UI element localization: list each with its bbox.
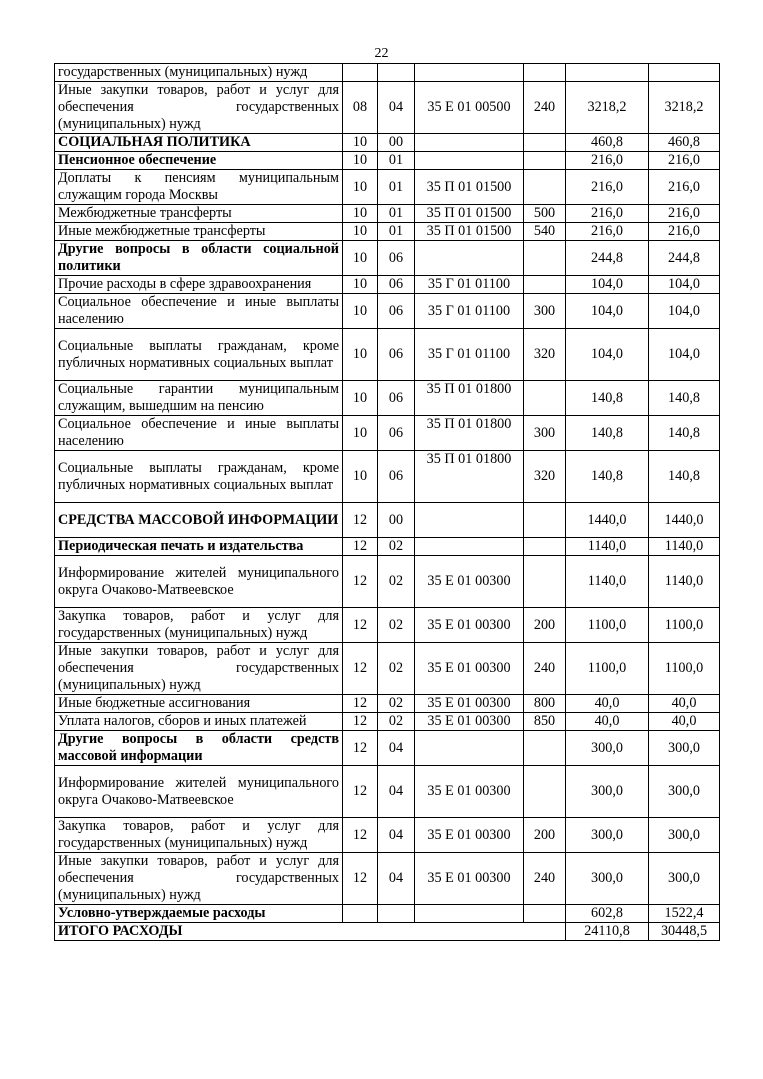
expense-type-code: 320 <box>524 329 566 381</box>
amount-year-2: 40,0 <box>649 695 720 713</box>
row-name: Условно-утверждаемые расходы <box>55 905 343 923</box>
amount-year-2: 104,0 <box>649 294 720 329</box>
subsection-code: 02 <box>378 713 415 731</box>
subsection-code: 01 <box>378 152 415 170</box>
section-code: 12 <box>343 643 378 695</box>
table-row <box>55 205 720 223</box>
expense-type-code: 500 <box>524 205 566 223</box>
expense-type-code: 300 <box>524 416 566 451</box>
amount-year-1: 216,0 <box>566 152 649 170</box>
row-name: Информирование жителей муниципального округа Очаково-Матвеевское <box>55 556 343 608</box>
expense-type-code: 800 <box>524 695 566 713</box>
amount-year-2: 140,8 <box>649 381 720 416</box>
subsection-code: 02 <box>378 643 415 695</box>
row-name: Уплата налогов, сборов и иных платежей <box>55 713 343 731</box>
table-row <box>55 818 720 853</box>
table-row <box>55 416 720 451</box>
amount-year-2: 1440,0 <box>649 503 720 538</box>
expense-type-code: 200 <box>524 818 566 853</box>
row-name: Социальное обеспечение и иные выплаты населению <box>55 294 343 329</box>
amount-year-1: 140,8 <box>566 381 649 416</box>
table-row <box>55 643 720 695</box>
expense-type-code <box>524 241 566 276</box>
subsection-code: 06 <box>378 294 415 329</box>
amount-year-2: 216,0 <box>649 152 720 170</box>
amount-year-1 <box>566 64 649 82</box>
table-row <box>55 223 720 241</box>
amount-year-2: 1100,0 <box>649 608 720 643</box>
amount-year-2: 216,0 <box>649 205 720 223</box>
amount-year-2 <box>649 64 720 82</box>
subsection-code: 02 <box>378 556 415 608</box>
target-article-code: 35 Г 01 01100 <box>415 276 524 294</box>
section-code: 10 <box>343 381 378 416</box>
target-article-code <box>415 134 524 152</box>
row-name: Иные межбюджетные трансферты <box>55 223 343 241</box>
row-name: Закупка товаров, работ и услуг для государственных (муниципальных) нужд <box>55 608 343 643</box>
subsection-code: 01 <box>378 205 415 223</box>
amount-year-2: 300,0 <box>649 766 720 818</box>
subsection-code: 01 <box>378 170 415 205</box>
expense-type-code: 240 <box>524 82 566 134</box>
target-article-code: 35 Е 01 00300 <box>415 608 524 643</box>
expense-type-code <box>524 152 566 170</box>
amount-year-1: 244,8 <box>566 241 649 276</box>
section-code: 12 <box>343 538 378 556</box>
target-article-code: 35 Г 01 01100 <box>415 329 524 381</box>
amount-year-1: 602,8 <box>566 905 649 923</box>
amount-year-1: 216,0 <box>566 205 649 223</box>
table-row <box>55 329 720 381</box>
row-name: Иные закупки товаров, работ и услуг для обеспечения государственных (муниципальных) нужд <box>55 643 343 695</box>
subsection-code: 04 <box>378 853 415 905</box>
table-row <box>55 241 720 276</box>
budget-table <box>54 63 720 941</box>
page-number: 22 <box>374 46 389 61</box>
target-article-code: 35 П 01 01500 <box>415 170 524 205</box>
section-code: 10 <box>343 134 378 152</box>
amount-year-1: 1140,0 <box>566 556 649 608</box>
subsection-code: 01 <box>378 223 415 241</box>
table-row <box>55 276 720 294</box>
section-code: 12 <box>343 853 378 905</box>
table-row <box>55 905 720 923</box>
section-code: 10 <box>343 205 378 223</box>
subsection-code: 04 <box>378 82 415 134</box>
subsection-code <box>378 64 415 82</box>
amount-year-2: 300,0 <box>649 818 720 853</box>
expense-type-code <box>524 170 566 205</box>
target-article-code <box>415 503 524 538</box>
amount-year-1: 1140,0 <box>566 538 649 556</box>
section-code: 12 <box>343 608 378 643</box>
amount-year-2: 1140,0 <box>649 556 720 608</box>
row-name: Доплаты к пенсиям муниципальным служащим города Москвы <box>55 170 343 205</box>
target-article-code: 35 Е 01 00300 <box>415 556 524 608</box>
expense-type-code: 240 <box>524 853 566 905</box>
subsection-code: 04 <box>378 731 415 766</box>
amount-year-1: 40,0 <box>566 713 649 731</box>
target-article-code: 35 П 01 01800 <box>415 381 524 416</box>
amount-year-1: 104,0 <box>566 329 649 381</box>
section-code: 08 <box>343 82 378 134</box>
expense-type-code <box>524 538 566 556</box>
amount-year-1: 300,0 <box>566 731 649 766</box>
target-article-code: 35 Е 01 00300 <box>415 818 524 853</box>
section-code: 10 <box>343 294 378 329</box>
row-name: Социальные выплаты гражданам, кроме публичных нормативных социальных выплат <box>55 329 343 381</box>
amount-year-2: 216,0 <box>649 223 720 241</box>
table-row <box>55 152 720 170</box>
amount-year-1: 1440,0 <box>566 503 649 538</box>
amount-year-1: 1100,0 <box>566 608 649 643</box>
expense-type-code <box>524 731 566 766</box>
expense-type-code: 850 <box>524 713 566 731</box>
row-name: государственных (муниципальных) нужд <box>55 64 343 82</box>
total-amount-year-1: 24110,8 <box>566 923 649 941</box>
table-row <box>55 766 720 818</box>
row-name: Социальное обеспечение и иные выплаты населению <box>55 416 343 451</box>
target-article-code <box>415 905 524 923</box>
row-name: Социальные выплаты гражданам, кроме публичных нормативных социальных выплат <box>55 451 343 503</box>
subsection-code: 06 <box>378 241 415 276</box>
target-article-code: 35 Е 01 00300 <box>415 695 524 713</box>
target-article-code <box>415 152 524 170</box>
amount-year-2: 140,8 <box>649 451 720 503</box>
section-code: 12 <box>343 503 378 538</box>
target-article-code: 35 Г 01 01100 <box>415 294 524 329</box>
table-row <box>55 695 720 713</box>
row-name: СРЕДСТВА МАССОВОЙ ИНФОРМАЦИИ <box>55 503 343 538</box>
table-row <box>55 853 720 905</box>
row-name: Пенсионное обеспечение <box>55 152 343 170</box>
target-article-code: 35 П 01 01800 <box>415 451 524 503</box>
row-name: Информирование жителей муниципального округа Очаково-Матвеевское <box>55 766 343 818</box>
amount-year-1: 104,0 <box>566 276 649 294</box>
amount-year-1: 460,8 <box>566 134 649 152</box>
section-code: 10 <box>343 451 378 503</box>
amount-year-1: 1100,0 <box>566 643 649 695</box>
row-name: Закупка товаров, работ и услуг для государственных (муниципальных) нужд <box>55 818 343 853</box>
amount-year-2: 3218,2 <box>649 82 720 134</box>
row-name: Социальные гарантии муниципальным служащим, вышедшим на пенсию <box>55 381 343 416</box>
section-code: 12 <box>343 766 378 818</box>
row-name: Другие вопросы в области социальной политики <box>55 241 343 276</box>
table-row <box>55 64 720 82</box>
expense-type-code <box>524 134 566 152</box>
amount-year-2: 300,0 <box>649 731 720 766</box>
target-article-code: 35 Е 01 00300 <box>415 643 524 695</box>
subsection-code: 00 <box>378 503 415 538</box>
expense-type-code <box>524 381 566 416</box>
total-label: ИТОГО РАСХОДЫ <box>55 923 566 941</box>
subsection-code: 02 <box>378 608 415 643</box>
section-code: 12 <box>343 556 378 608</box>
amount-year-1: 140,8 <box>566 416 649 451</box>
table-row <box>55 381 720 416</box>
subsection-code: 06 <box>378 276 415 294</box>
target-article-code <box>415 538 524 556</box>
amount-year-1: 300,0 <box>566 766 649 818</box>
target-article-code <box>415 241 524 276</box>
row-name: Межбюджетные трансферты <box>55 205 343 223</box>
subsection-code: 02 <box>378 695 415 713</box>
amount-year-2: 104,0 <box>649 329 720 381</box>
row-name: Другие вопросы в области средств массовой информации <box>55 731 343 766</box>
row-name: Иные закупки товаров, работ и услуг для обеспечения государственных (муниципальных) нужд <box>55 853 343 905</box>
subsection-code: 06 <box>378 381 415 416</box>
amount-year-2: 244,8 <box>649 241 720 276</box>
section-code: 10 <box>343 241 378 276</box>
row-name: Иные бюджетные ассигнования <box>55 695 343 713</box>
amount-year-1: 140,8 <box>566 451 649 503</box>
amount-year-2: 300,0 <box>649 853 720 905</box>
target-article-code: 35 Е 01 00300 <box>415 713 524 731</box>
target-article-code: 35 П 01 01500 <box>415 205 524 223</box>
section-code: 10 <box>343 223 378 241</box>
amount-year-2: 40,0 <box>649 713 720 731</box>
target-article-code <box>415 731 524 766</box>
section-code: 10 <box>343 276 378 294</box>
amount-year-2: 140,8 <box>649 416 720 451</box>
row-name: Прочие расходы в сфере здравоохранения <box>55 276 343 294</box>
section-code: 10 <box>343 152 378 170</box>
subsection-code: 02 <box>378 538 415 556</box>
table-row <box>55 82 720 134</box>
amount-year-1: 3218,2 <box>566 82 649 134</box>
amount-year-2: 1100,0 <box>649 643 720 695</box>
table-row <box>55 731 720 766</box>
section-code: 12 <box>343 818 378 853</box>
table-row <box>55 608 720 643</box>
amount-year-1: 300,0 <box>566 853 649 905</box>
amount-year-1: 104,0 <box>566 294 649 329</box>
table-row <box>55 294 720 329</box>
amount-year-1: 216,0 <box>566 223 649 241</box>
section-code: 10 <box>343 416 378 451</box>
expense-type-code <box>524 276 566 294</box>
table-row <box>55 556 720 608</box>
expense-type-code: 300 <box>524 294 566 329</box>
table-row <box>55 134 720 152</box>
amount-year-2: 1140,0 <box>649 538 720 556</box>
expense-type-code <box>524 766 566 818</box>
target-article-code: 35 Е 01 00300 <box>415 766 524 818</box>
subsection-code <box>378 905 415 923</box>
expense-type-code <box>524 905 566 923</box>
subsection-code: 04 <box>378 766 415 818</box>
expense-type-code <box>524 503 566 538</box>
amount-year-2: 104,0 <box>649 276 720 294</box>
target-article-code: 35 Е 01 00500 <box>415 82 524 134</box>
row-name: СОЦИАЛЬНАЯ ПОЛИТИКА <box>55 134 343 152</box>
subsection-code: 06 <box>378 329 415 381</box>
amount-year-2: 1522,4 <box>649 905 720 923</box>
amount-year-1: 300,0 <box>566 818 649 853</box>
expense-type-code <box>524 64 566 82</box>
expense-type-code: 320 <box>524 451 566 503</box>
table-row <box>55 451 720 503</box>
section-code: 10 <box>343 170 378 205</box>
section-code: 12 <box>343 695 378 713</box>
section-code: 10 <box>343 329 378 381</box>
section-code <box>343 905 378 923</box>
table-row <box>55 713 720 731</box>
table-row <box>55 503 720 538</box>
amount-year-2: 216,0 <box>649 170 720 205</box>
expense-type-code: 200 <box>524 608 566 643</box>
target-article-code: 35 П 01 01500 <box>415 223 524 241</box>
subsection-code: 04 <box>378 818 415 853</box>
amount-year-1: 216,0 <box>566 170 649 205</box>
section-code: 12 <box>343 731 378 766</box>
table-row <box>55 538 720 556</box>
row-name: Периодическая печать и издательства <box>55 538 343 556</box>
total-amount-year-2: 30448,5 <box>649 923 720 941</box>
subsection-code: 00 <box>378 134 415 152</box>
expense-type-code: 540 <box>524 223 566 241</box>
subsection-code: 06 <box>378 451 415 503</box>
table-row <box>55 170 720 205</box>
row-name: Иные закупки товаров, работ и услуг для обеспечения государственных (муниципальных) нужд <box>55 82 343 134</box>
section-code: 12 <box>343 713 378 731</box>
expense-type-code <box>524 556 566 608</box>
section-code <box>343 64 378 82</box>
subsection-code: 06 <box>378 416 415 451</box>
amount-year-2: 460,8 <box>649 134 720 152</box>
expense-type-code: 240 <box>524 643 566 695</box>
target-article-code: 35 Е 01 00300 <box>415 853 524 905</box>
total-row <box>55 923 720 941</box>
amount-year-1: 40,0 <box>566 695 649 713</box>
target-article-code <box>415 64 524 82</box>
target-article-code: 35 П 01 01800 <box>415 416 524 451</box>
